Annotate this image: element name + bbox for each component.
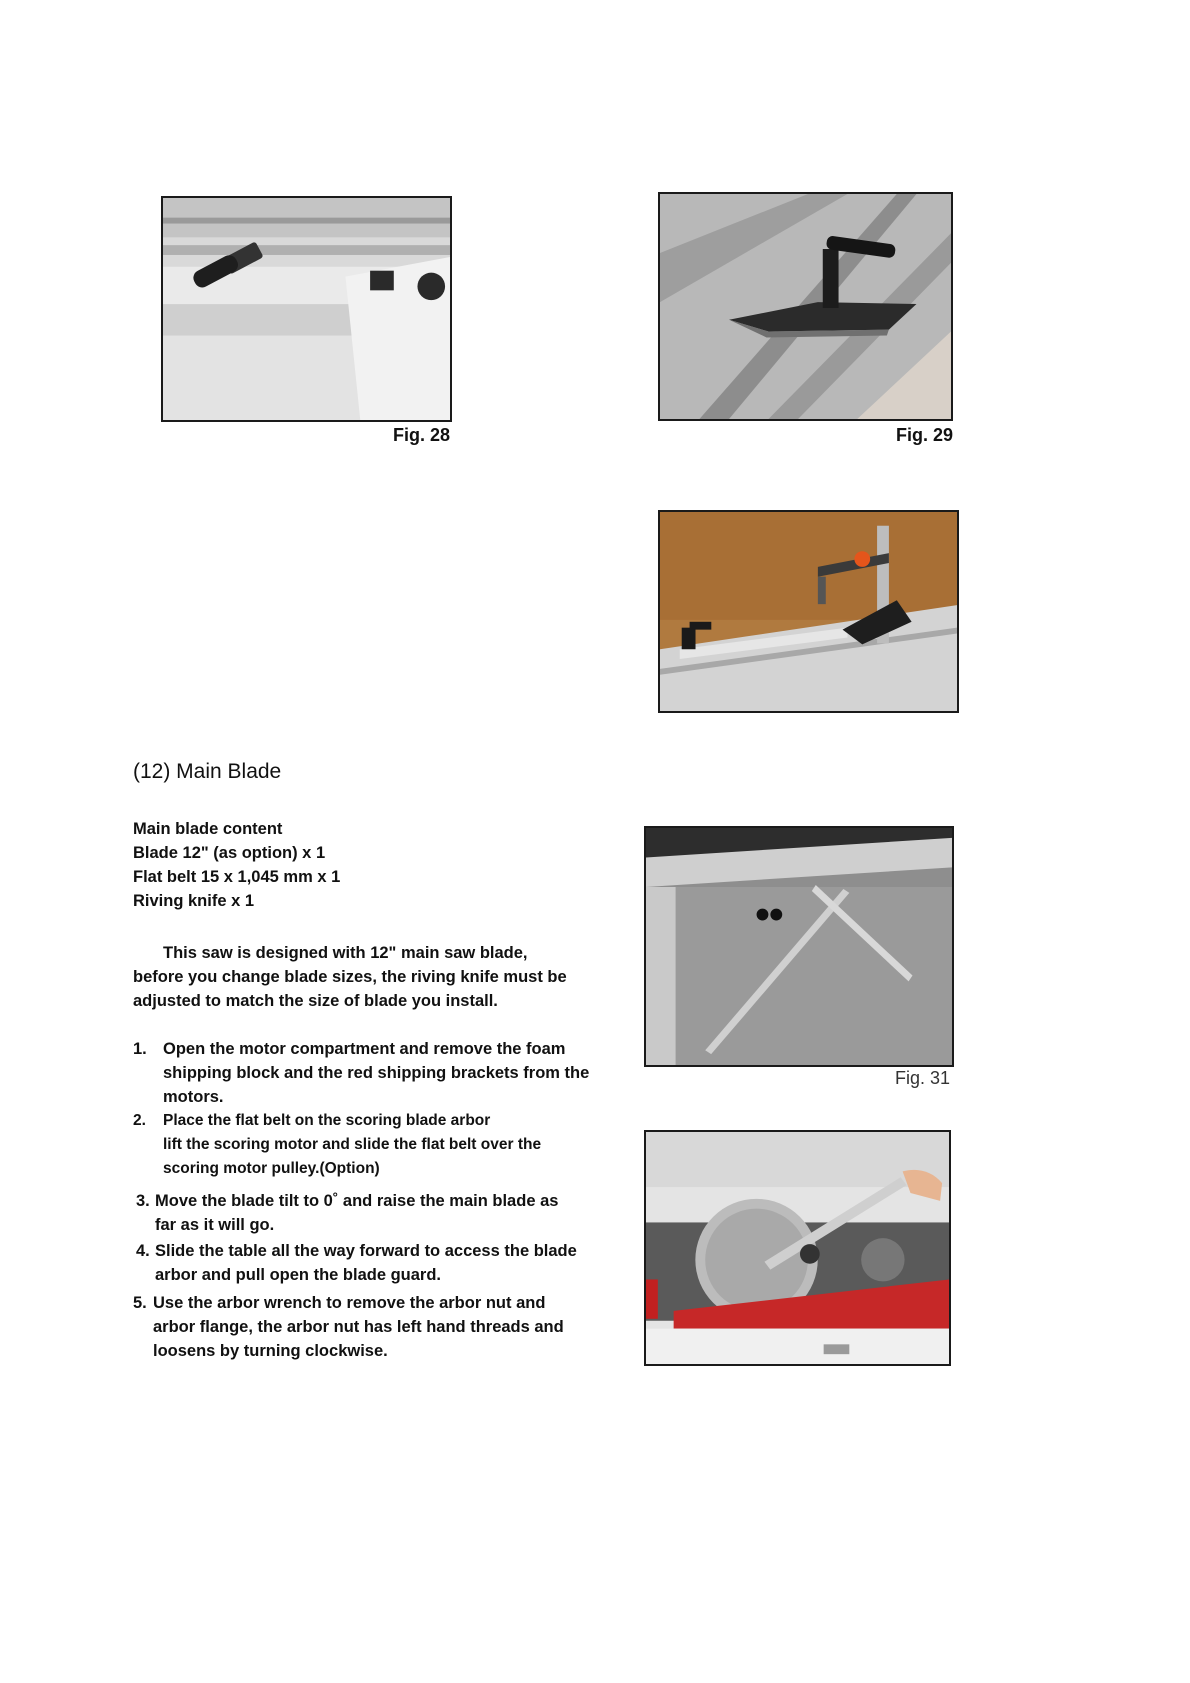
- section-title: (12) Main Blade: [133, 760, 282, 783]
- step-line: loosens by turning clockwise.: [153, 1342, 388, 1360]
- step-item: [133, 1037, 613, 1109]
- step-line: scoring motor pulley.(Option): [163, 1160, 380, 1177]
- step-line: shipping block and the red shipping brackets from the: [163, 1064, 590, 1082]
- fig28-photo: [161, 196, 452, 422]
- fig29-caption: Fig. 29: [895, 425, 953, 445]
- fig31-caption: Fig. 31: [894, 1068, 950, 1088]
- step-number: 5.: [133, 1294, 147, 1312]
- fig31-photo: [644, 826, 954, 1067]
- arbor-wrench-photo: [644, 1130, 951, 1366]
- step-line: Place the flat belt on the scoring blade arbor: [163, 1112, 491, 1129]
- step-number: 3.: [136, 1192, 150, 1210]
- intro-line: before you change blade sizes, the riving knife must be: [133, 968, 567, 986]
- step-line: Use the arbor wrench to remove the arbor nut and: [153, 1294, 546, 1312]
- steps-list: [133, 1037, 613, 1363]
- fig28-caption: Fig. 28: [392, 425, 450, 445]
- step-line: Move the blade tilt to 0˚ and raise the main blade as: [155, 1192, 559, 1210]
- step-line: arbor and pull open the blade guard.: [155, 1266, 442, 1284]
- step-item: [133, 1239, 613, 1287]
- contents-item: Flat belt 15 x 1,045 mm x 1: [133, 868, 341, 886]
- contents-item: Riving knife x 1: [133, 892, 255, 910]
- step-number: 4.: [136, 1242, 150, 1260]
- contents-heading: Main blade content: [133, 820, 283, 838]
- fig29-photo: [658, 192, 953, 421]
- step-number: 2.: [133, 1112, 146, 1129]
- step-line: far as it will go.: [155, 1216, 275, 1234]
- blade-contents: [133, 817, 613, 913]
- intro-line: adjusted to match the size of blade you install.: [133, 992, 498, 1010]
- step-line: lift the scoring motor and slide the flat belt over the: [163, 1136, 542, 1153]
- intro-line: This saw is designed with 12" main saw blade,: [163, 944, 528, 962]
- step-line: arbor flange, the arbor nut has left hand threads and: [153, 1318, 564, 1336]
- step-line: Open the motor compartment and remove the foam: [163, 1040, 566, 1058]
- step-item: [133, 1291, 613, 1363]
- step-line: Slide the table all the way forward to access the blade: [155, 1242, 577, 1260]
- fence-clamp-photo: [658, 510, 959, 713]
- intro-paragraph: [133, 941, 613, 1013]
- step-line: motors.: [163, 1088, 224, 1106]
- step-number: 1.: [133, 1040, 147, 1058]
- step-item: [133, 1189, 613, 1237]
- contents-item: Blade 12" (as option) x 1: [133, 844, 326, 862]
- step-item: [133, 1109, 613, 1181]
